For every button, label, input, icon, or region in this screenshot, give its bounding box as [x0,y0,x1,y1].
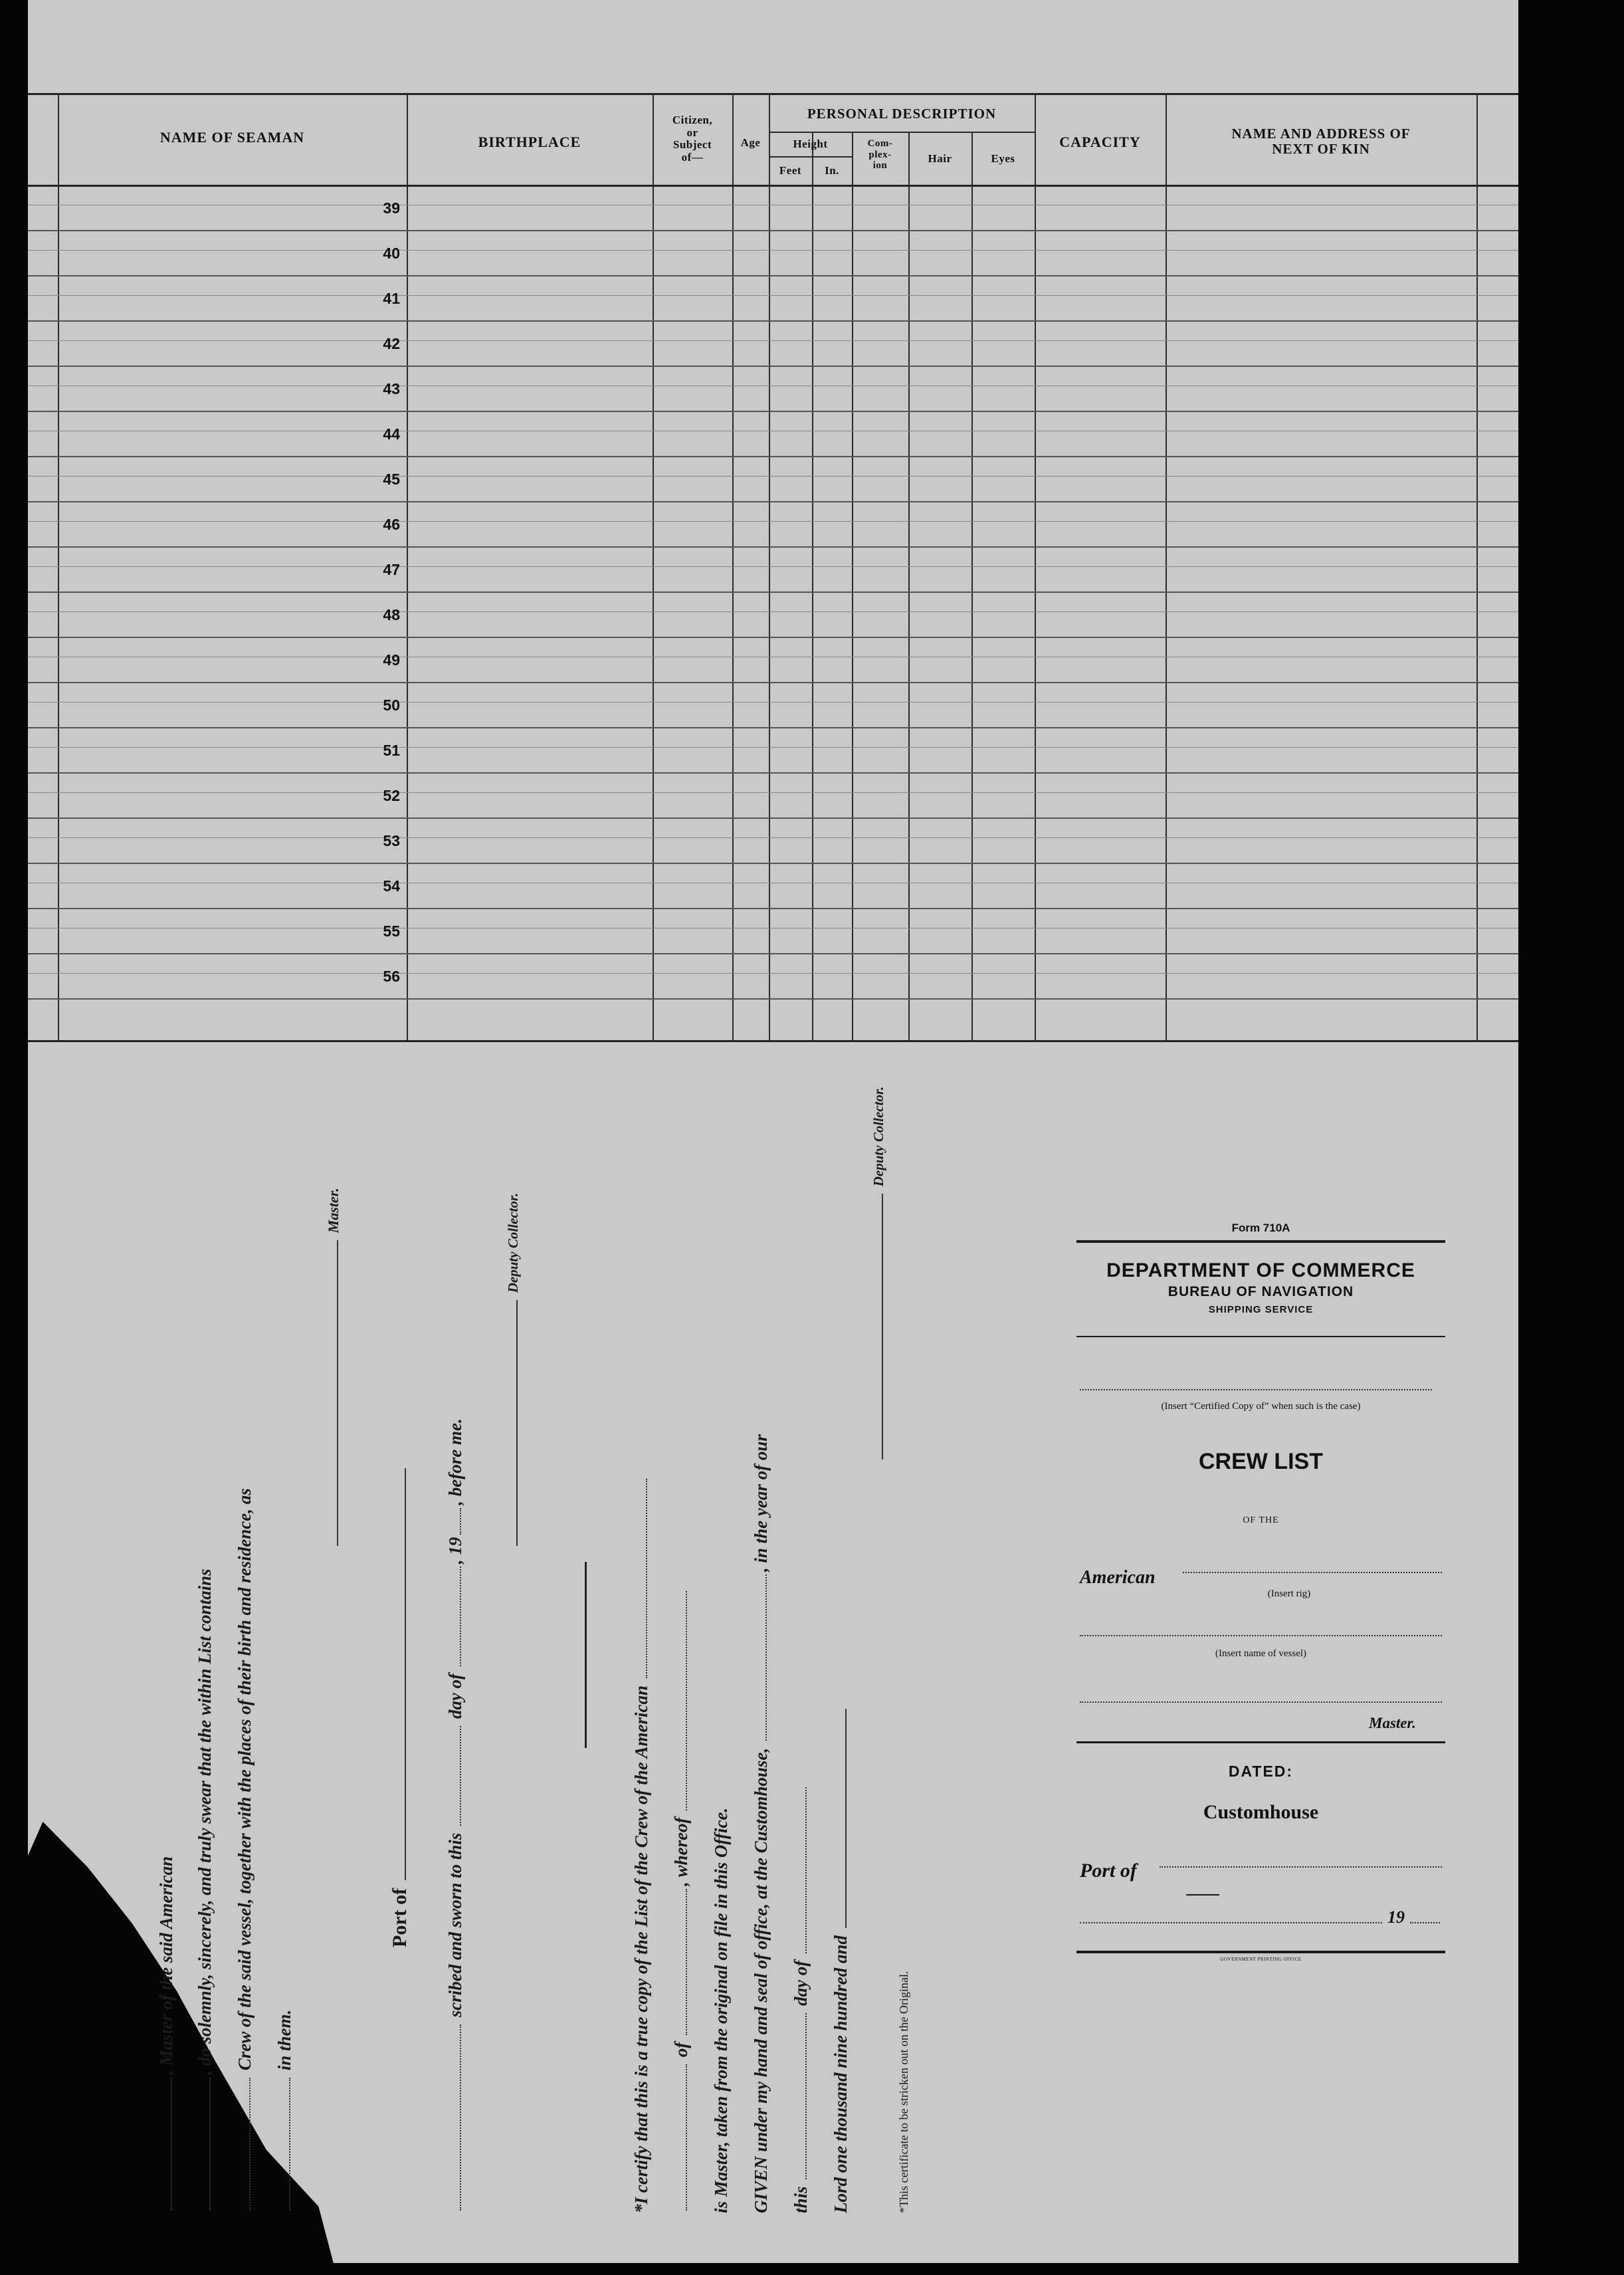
header-feet: Feet [779,164,802,177]
oath-given-line: GIVEN under my hand and seal of office, at the Customhouse, , in the year of our [751,1434,771,2213]
cover-short-rule [1186,1894,1219,1896]
header-name-of-seaman: NAME OF SEAMAN [159,129,305,146]
table-row [28,727,1518,728]
cover-port-line [1160,1866,1442,1868]
cover-port-of-label: Port of [1080,1860,1137,1882]
row-number: 51 [383,742,400,759]
american-label: American [1080,1567,1156,1588]
customhouse-label: Customhouse [1203,1801,1319,1823]
header-personal-description: PERSONAL DESCRIPTION [807,106,997,122]
oath-is-master: is Master, taken from the original on file in this Office. [711,1807,731,2213]
table-row-midline [28,385,1518,386]
table-row [28,863,1518,864]
table-row-midline [28,476,1518,477]
oath-subscribed-line: scribed and sworn to this day of , 19, before me. [445,1418,466,2213]
table-row [28,817,1518,819]
oath-line-swear: , do solemnly, sincerely, and truly swear that the within List contains [195,1569,215,2213]
dated-label: DATED: [1228,1763,1294,1780]
bureau-title: BUREAU OF NAVIGATION [1167,1284,1354,1299]
table-row-midline [28,747,1518,748]
crew-table [28,93,1518,1040]
table-row-midline [28,340,1518,341]
table-row-midline [28,611,1518,612]
oath-line-them: in them. [274,2010,295,2213]
header-next-of-kin: NAME AND ADDRESS OF NEXT OF KIN [1231,126,1411,158]
service-title: SHIPPING SERVICE [1208,1304,1314,1315]
certified-copy-line [1080,1389,1432,1390]
row-number: 46 [383,516,400,533]
table-header-rule [28,185,1518,187]
table-row [28,320,1518,322]
row-number: 45 [383,471,400,488]
insert-certified-note: (Insert “Certified Copy of” when such is the case) [1161,1401,1361,1412]
row-number: 56 [383,968,400,985]
header-age: Age [740,136,761,149]
oath-of-whereof: of , whereof [671,1588,692,2213]
table-row [28,953,1518,954]
row-number: 55 [383,922,400,940]
cover-master-label: Master. [1369,1715,1416,1731]
of-the-label: OF THE [1243,1515,1279,1525]
table-row [28,546,1518,548]
cover-bottom-rule [1076,1951,1445,1953]
header-inches: In. [825,164,839,177]
table-top-rule [28,93,1518,95]
oath-deputy-collector-2: Deputy Collector. [867,1087,888,1462]
insert-vessel-note: (Insert name of vessel) [1215,1648,1307,1659]
row-number: 54 [383,877,400,895]
rig-line [1183,1572,1442,1573]
cover-date-line [1080,1922,1382,1923]
table-row [28,637,1518,638]
cover-nineteen: 19 [1387,1907,1405,1927]
table-row-midline [28,521,1518,522]
oath-lord-line: Lord one thousand nine hundred and [831,1706,851,2213]
table-row [28,230,1518,231]
cover-rule-3 [1076,1741,1445,1743]
row-number: 47 [383,561,400,578]
oath-certify-line: *I certify that this is a true copy of the List of the Crew of the American [631,1476,652,2213]
table-row-midline [28,702,1518,703]
row-number: 49 [383,651,400,669]
table-row [28,682,1518,683]
table-row [28,411,1518,412]
cover-top-rule [1076,1240,1445,1243]
table-bottom-rule [28,1040,1518,1042]
oath-footnote: *This certificate to be stricken out on the Original. [897,1971,910,2213]
row-number: 43 [383,380,400,397]
row-number: 52 [383,787,400,804]
table-row-midline [28,566,1518,567]
row-number: 42 [383,335,400,352]
table-row [28,366,1518,367]
table-row-midline [28,792,1518,793]
row-number: 44 [383,425,400,443]
oath-port-of: Port of [389,1465,411,1947]
vessel-name-line [1080,1635,1442,1636]
table-row [28,501,1518,502]
table-row-midline [28,837,1518,838]
row-number: 40 [383,245,400,262]
department-title: DEPARTMENT OF COMMERCE [1106,1259,1415,1281]
insert-rig-note: (Insert rig) [1267,1588,1311,1599]
table-row [28,275,1518,276]
form-number: Form 710A [1231,1222,1290,1234]
master-name-line [1080,1701,1442,1703]
table-row [28,592,1518,593]
header-hair: Hair [928,152,952,165]
row-number: 50 [383,697,400,714]
oath-section [156,1086,920,2213]
header-eyes: Eyes [991,152,1015,165]
table-row-midline [28,973,1518,974]
row-number: 41 [383,290,400,307]
table-row [28,456,1518,457]
cover-rule-2 [1076,1336,1445,1337]
row-number: 48 [383,606,400,623]
header-birthplace: BIRTHPLACE [478,134,581,150]
oath-master-signature: Master. [322,1188,343,1549]
crew-list-title: CREW LIST [1199,1449,1323,1474]
header-height: Height [793,138,828,150]
row-number: 39 [383,199,400,217]
header-citizen: Citizen, or Subject of— [672,114,713,164]
oath-line-master: , Master of the said American [156,1856,177,2213]
table-row [28,998,1518,1000]
header-capacity: CAPACITY [1059,134,1141,150]
printing-office-label: GOVERNMENT PRINTING OFFICE [1220,1957,1302,1962]
table-row-midline [28,295,1518,296]
table-row-midline [28,250,1518,251]
table-row [28,772,1518,774]
oath-divider [585,1562,587,1748]
header-complexion: Com- plex- ion [867,138,893,171]
cover-year-line [1410,1922,1440,1923]
oath-deputy-collector-1: Deputy Collector. [502,1193,522,1549]
row-number: 53 [383,832,400,849]
oath-line-crew: Crew of the said vessel, together with the places of their birth and residence, as [235,1488,255,2213]
table-row [28,908,1518,909]
oath-this-day: this day of [791,1785,811,2213]
